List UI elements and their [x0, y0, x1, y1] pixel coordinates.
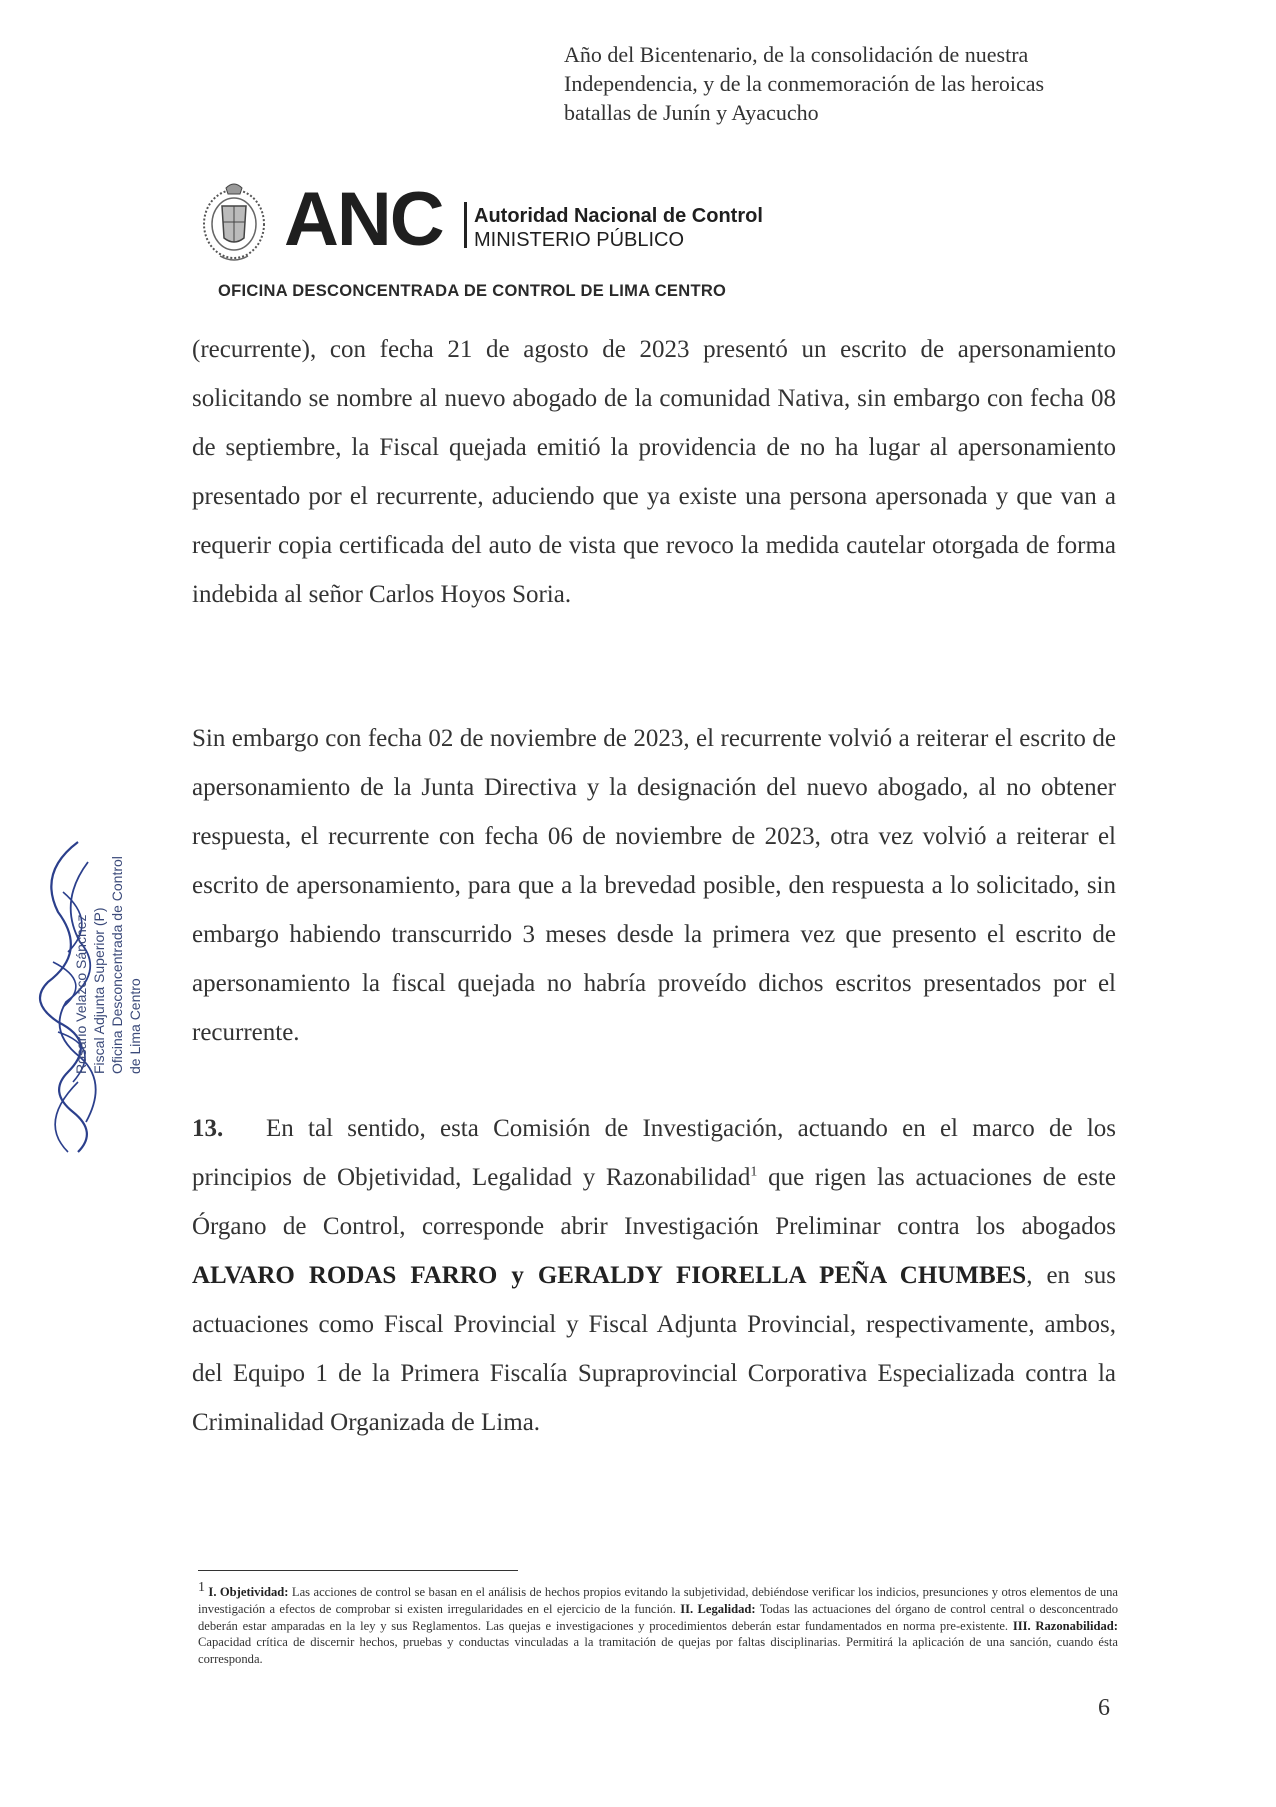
stamp-line-1: Rosario Velazco Sánchez [73, 914, 89, 1074]
footnote-marker: 1 [198, 1579, 205, 1595]
paragraph-1: (recurrente), con fecha 21 de agosto de 2023 presentó un escrito de apersonamiento solicitando se nombre al nuevo abogado de la comunidad Nativa, sin embargo con fecha 08 de septiembre, la Fiscal quejada emitió la providencia de no ha lugar al apersonamiento presentado por el recurrente, aduciendo que ya existe una persona apersonada y que van a requerir copia certificada del auto de vista que revoco la medida cautelar otorgada de forma indebida al señor Carlos Hoyos Soria. [192, 336, 1116, 608]
paragraph-text-d: , en sus actuaciones como Fiscal Provincial y Fiscal Adjunta Provincial, respectivamente, ambos, del Equipo 1 de la Primera Fiscalía Supraprovincial Corporativa Especializada contra la Criminalidad Organizada de Lima. [192, 1262, 1117, 1436]
page-number: 6 [1098, 1695, 1110, 1721]
paragraph-number: 13. [192, 1115, 224, 1142]
motto-line-2: Independencia, y de la conmemoración de las heroicas [564, 71, 1045, 96]
stamp-text [72, 856, 144, 1074]
footnote [198, 1579, 1118, 1668]
logo-institution-name: Autoridad Nacional de Control [474, 205, 763, 227]
anc-logo [198, 176, 818, 266]
commemorative-motto [564, 40, 1124, 127]
footnote-text-2: Todas las actuaciones del órgano de control central o desconcentrado deberán estar amparadas en la ley y sus Reglamentos. Las quejas e investigaciones y procedimientos deberán estar fundamentados en norma pre-existente. [198, 1601, 1118, 1633]
footnote-heading-3: III. Razonabilidad: [1012, 1618, 1118, 1633]
footnote-heading-1: I. Objetividad: [208, 1585, 289, 1599]
paragraph-2: Sin embargo con fecha 02 de noviembre de 2023, el recurrente volvió a reiterar el escrito de apersonamiento de la Junta Directiva y la designación del nuevo abogado, al no obtener respuesta, el recurrente con fecha 06 de noviembre de 2023, otra vez volvió a reiterar el escrito de apersonamiento, para que a la brevedad posible, den respuesta a lo solicitado, sin embargo habiendo transcurrido 3 meses desde la primera vez que presento el escrito de apersonamiento la fiscal quejada no habría proveído dichos escritos presentados por el recurrente. [192, 725, 1116, 1046]
stamp-line-2: Fiscal Adjunta Superior (P) [91, 907, 107, 1074]
paragraph-13 [192, 1104, 1116, 1447]
motto-line-1: Año del Bicentenario, de la consolidación de nuestra [564, 42, 1029, 67]
respondent-name-2: GERALDY FIORELLA PEÑA CHUMBES [537, 1262, 1027, 1289]
respondent-name-1: ALVARO RODAS FARRO [192, 1262, 498, 1289]
logo-acronym: ANC [284, 177, 443, 262]
stamp-line-3: Oficina Desconcentrada de Control [109, 856, 125, 1074]
paragraph-text-a: En tal sentido, esta Comisión de Investigación, actuando en el marco de los principios de Objetividad, Legalidad y Razonabilidad [192, 1115, 1116, 1191]
footnote-reference: 1 [750, 1164, 758, 1180]
footnote-heading-2: II. Legalidad: [680, 1601, 756, 1616]
logo-ministry-name: MINISTERIO PÚBLICO [474, 229, 685, 251]
logo-divider [464, 202, 467, 248]
paragraph-conjunction: y [497, 1262, 538, 1289]
office-heading: OFICINA DESCONCENTRADA DE CONTROL DE LIMA CENTRO [218, 282, 727, 300]
stamp-line-4: de Lima Centro [127, 978, 143, 1074]
paragraph-text-b: que rigen las actuaciones de este Órgano de Control, corresponde abrir Investigación Preliminar contra los abogados [192, 1164, 1116, 1240]
national-seal-icon [198, 176, 270, 264]
motto-line-3: batallas de Junín y Ayacucho [564, 100, 819, 125]
footnote-text-1: Las acciones de control se basan en el análisis de hechos propios evitando la subjetividad, debiéndose verificar los indicios, presunciones y otros elementos de una investigación a efectos de comprobar si existen irregularidades en el ejercicio de la función. [198, 1585, 1118, 1616]
logo-text [474, 204, 763, 252]
footnote-separator [198, 1570, 518, 1571]
footnote-text-3: Capacidad crítica de discernir hechos, pruebas y conductas vinculadas a la tramitación de quejas por faltas disciplinarias. Permitirá la aplicación de una sanción, cuando ésta corresponda. [198, 1635, 1118, 1667]
